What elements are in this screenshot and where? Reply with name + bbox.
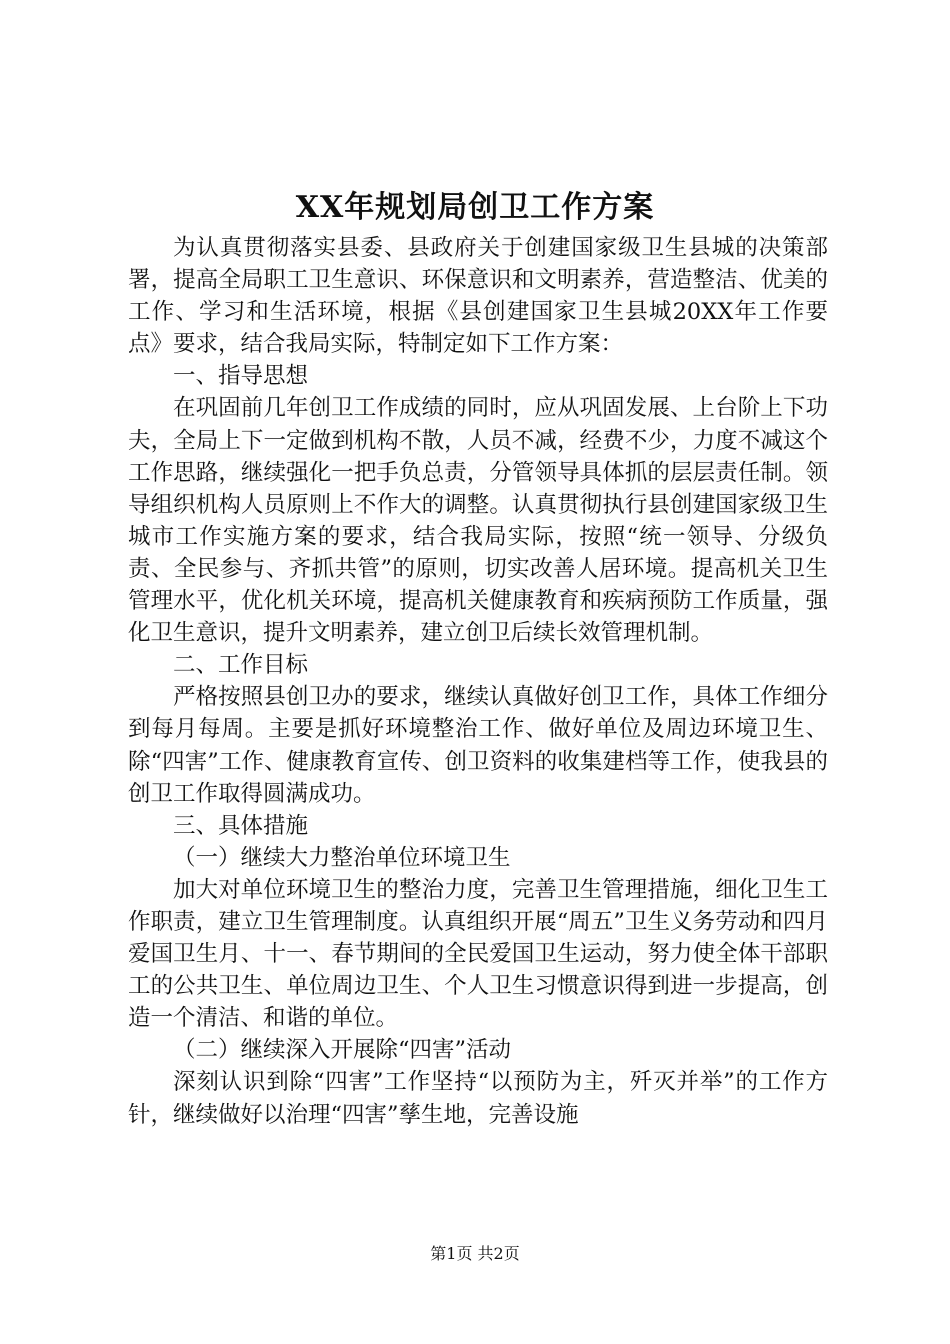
subsection-2-paragraph: 深刻认识到除“四害”工作坚持“以预防为主，歼灭并举”的工作方针，继续做好以治理“四害”孳生地，完善设施 bbox=[128, 1069, 828, 1128]
section-heading-guiding-thought: 一、指导思想 bbox=[173, 363, 309, 390]
document-title: XX年规划局创卫工作方案 bbox=[295, 190, 655, 225]
subsection-1-paragraph: 加大对单位环境卫生的整治力度，完善卫生管理措施，细化卫生工作职责，建立卫生管理制度。认真组织开展“周五”卫生义务劳动和四月爱国卫生月、十一、春节期间的全民爱国卫生运动，努力使全体干部职工的公共卫生、单位周边卫生、个人卫生习惯意识得到进一步提高，创造一个清洁、和谐的单位。 bbox=[128, 876, 828, 1032]
subsection-heading-1: （一）继续大力整治单位环境卫生 bbox=[173, 844, 511, 871]
work-goals-paragraph: 严格按照县创卫办的要求，继续认真做好创卫工作，具体工作细分到每月每周。主要是抓好环境整治工作、做好单位及周边环境卫生、除“四害”工作、健康教育宣传、创卫资料的收集建档等工作，使我县的创卫工作取得圆满成功。 bbox=[128, 684, 828, 807]
section-heading-measures: 三、具体措施 bbox=[173, 812, 309, 839]
page-footer: 第1页 共2页 bbox=[430, 1244, 520, 1263]
subsection-heading-2: （二）继续深入开展除“四害”活动 bbox=[173, 1037, 512, 1064]
intro-paragraph: 为认真贯彻落实县委、县政府关于创建国家级卫生县城的决策部署，提高全局职工卫生意识、环保意识和文明素养，营造整洁、优美的工作、学习和生活环境，根据《县创建国家卫生县城20XX年工作要点》要求，结合我局实际，特制定如下工作方案： bbox=[128, 235, 828, 358]
document-body bbox=[128, 232, 828, 1131]
section-heading-work-goals: 二、工作目标 bbox=[173, 652, 309, 679]
guiding-thought-paragraph: 在巩固前几年创卫工作成绩的同时，应从巩固发展、上台阶上下功夫，全局上下一定做到机构不散，人员不减，经费不少，力度不减这个工作思路，继续强化一把手负总责，分管领导具体抓的层层责任制。领导组织机构人员原则上不作大的调整。认真贯彻执行县创建国家级卫生城市工作实施方案的要求，结合我局实际，按照“统一领导、分级负责、全民参与、齐抓共管”的原则，切实改善人居环境。提高机关卫生管理水平，优化机关环境，提高机关健康教育和疾病预防工作质量，强化卫生意识，提升文明素养，建立创卫后续长效管理机制。 bbox=[128, 395, 828, 647]
